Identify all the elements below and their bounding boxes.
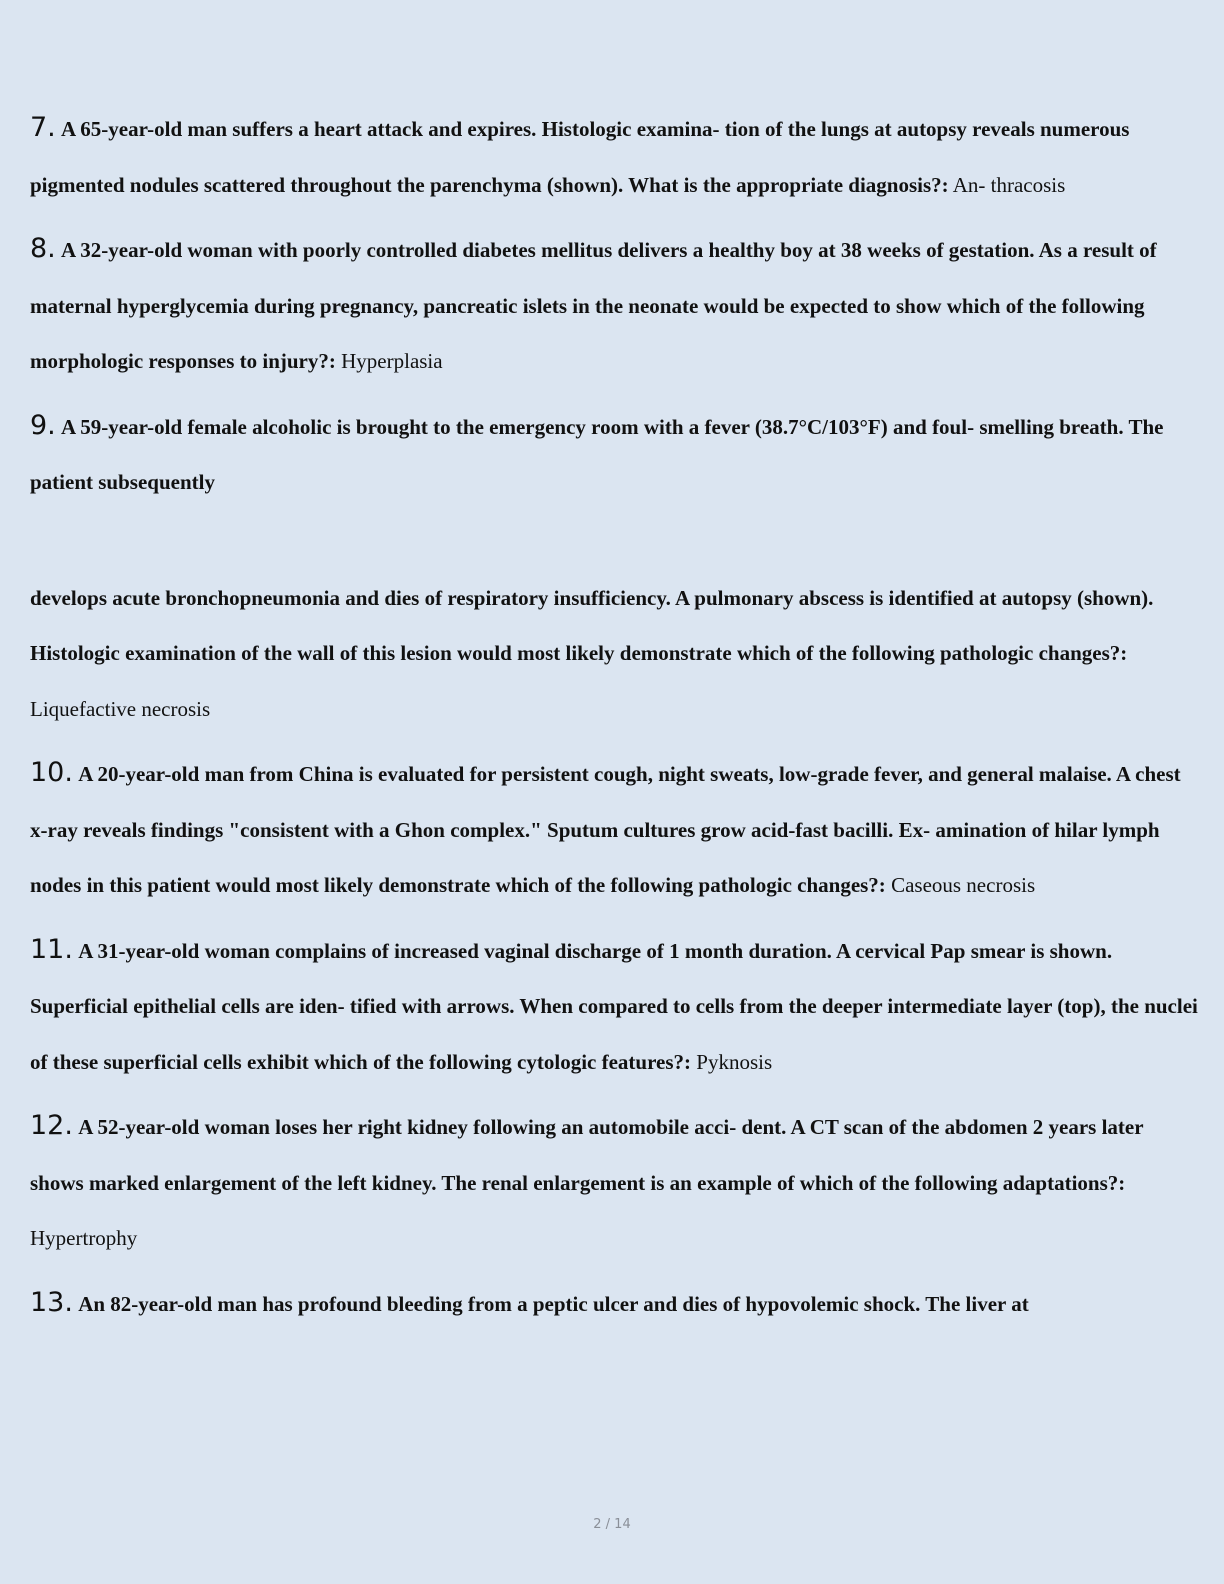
question-answer: Liquefactive necrosis	[30, 696, 211, 721]
question-9	[30, 398, 1200, 511]
question-number: 10.	[30, 757, 73, 788]
question-12	[30, 1098, 1200, 1267]
question-number: 9.	[30, 409, 56, 441]
question-number: 13.	[30, 1286, 73, 1318]
question-8	[30, 221, 1200, 390]
question-number: 8.	[30, 233, 56, 264]
question-7	[30, 100, 1200, 213]
question-number: 7.	[30, 112, 56, 143]
question-11	[30, 922, 1200, 1091]
question-stem: A 59-year-old female alcoholic is brought to the emergency room with a fever (38.7°C/103°F) and foul- smelling breath. The patient subsequently	[30, 414, 1164, 494]
question-9-continued	[30, 571, 1200, 738]
question-answer: An- thracosis	[952, 172, 1066, 197]
document-page	[30, 100, 1200, 1340]
question-answer: Hypertrophy	[30, 1226, 138, 1250]
question-13	[30, 1275, 1200, 1333]
question-answer: Caseous necrosis	[891, 873, 1036, 897]
question-stem: A 65-year-old man suffers a heart attack and expires. Histologic examina- tion of the lungs at autopsy reveals numerous pigmented nodules scattered throughout the parenchyma (shown). What is the appropriate diagnosis?:	[30, 117, 1130, 197]
question-answer: Pyknosis	[696, 1049, 773, 1074]
question-10	[30, 745, 1200, 914]
question-answer: Hyperplasia	[341, 349, 443, 373]
question-stem: A 32-year-old woman with poorly controlled diabetes mellitus delivers a healthy boy at 38 weeks of gestation. As a result of maternal hyperglycemia during pregnancy, pancreatic islets in the neonate would be expected to show which of the following morphologic responses to injury?:	[30, 238, 1157, 373]
question-number: 11.	[30, 933, 73, 965]
question-stem: develops acute bronchopneumonia and dies of respiratory insufficiency. A pulmonary abscess is identified at autopsy (shown). Histologic examination of the wall of this lesion would most likely demonstrate which of the following pathologic changes?:	[30, 585, 1154, 665]
question-stem: A 52-year-old woman loses her right kidney following an automobile acci- dent. A CT scan of the abdomen 2 years later shows marked enlargement of the left kidney. The renal enlargement is an example of which of the following adaptations?:	[30, 1115, 1144, 1195]
question-stem: A 31-year-old woman complains of increased vaginal discharge of 1 month duration. A cervical Pap smear is shown. Superficial epithelial cells are iden- tified with arrows. When compared to cells from the deeper intermediate layer (top), the nuclei of these superficial cells exhibit which of the following cytologic features?:	[30, 938, 1198, 1074]
question-number: 12.	[30, 1110, 73, 1141]
question-stem: An 82-year-old man has profound bleeding from a peptic ulcer and dies of hypovolemic shock. The liver at	[78, 1291, 1029, 1316]
question-stem: A 20-year-old man from China is evaluated for persistent cough, night sweats, low-grade fever, and general malaise. A chest x-ray reveals findings "consistent with a Ghon complex." Sputum cultures grow acid-fast bacilli. Ex- amination of hilar lymph nodes in this patient would most likely demonstrate which of the following pathologic changes?:	[30, 762, 1181, 897]
page-break-gap	[30, 519, 1200, 571]
page-number: 2 / 14	[593, 1517, 631, 1532]
